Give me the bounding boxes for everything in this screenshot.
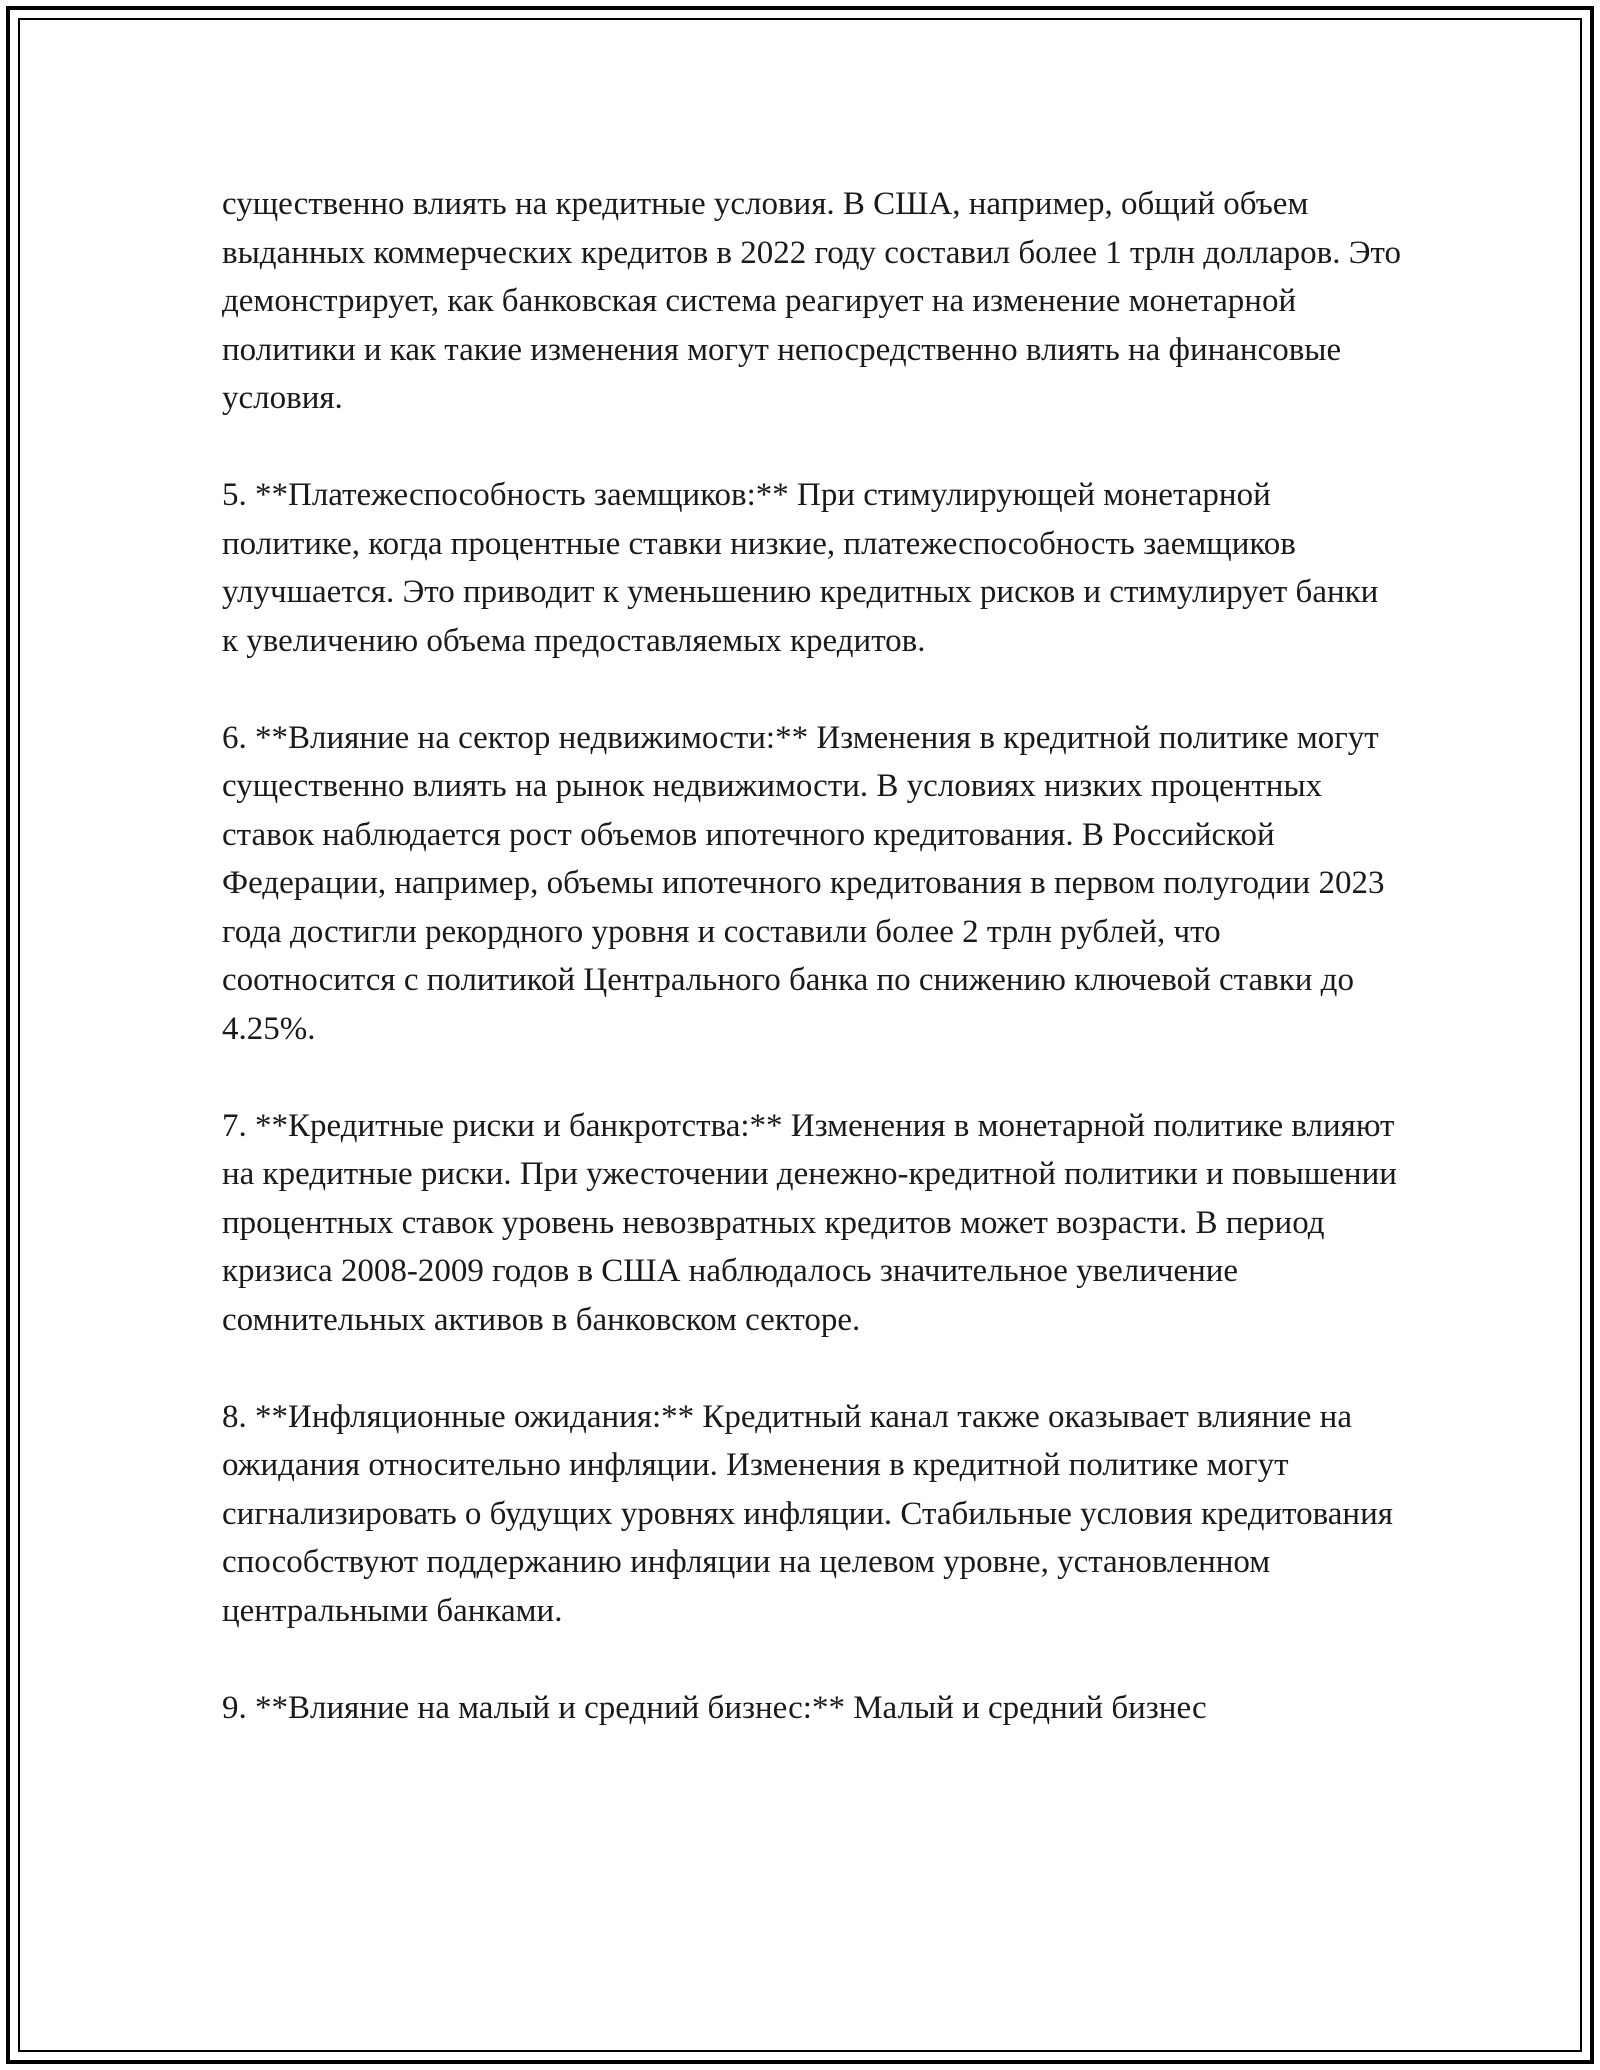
document-body <box>222 180 1402 1732</box>
paragraph-item-5: 5. **Платежеспособность заемщиков:** При стимулирующей монетарной политике, когда процентные ставки низкие, платежеспособность заемщиков улучшается. Это приводит к уменьшению кредитных рисков и стимулирует банки к увеличению объема предоставляемых кредитов. <box>222 477 1379 659</box>
paragraph-continuation: существенно влиять на кредитные условия. В США, например, общий объем выданных коммерческих кредитов в 2022 году составил более 1 трлн долларов. Это демонстрирует, как банковская система реагирует на изменение монетарной политики и как такие изменения могут непосредственно влиять на финансовые условия. <box>222 186 1402 416</box>
paragraph-item-6: 6. **Влияние на сектор недвижимости:** Изменения в кредитной политике могут существенно влиять на рынок недвижимости. В условиях низких процентных ставок наблюдается рост объемов ипотечного кредитования. В Российской Федерации, например, объемы ипотечного кредитования в первом полугодии 2023 года достигли рекордного уровня и составили более 2 трлн рублей, что соотносится с политикой Центрального банка по снижению ключевой ставки до 4.25%. <box>222 719 1385 1047</box>
paragraph-item-7: 7. **Кредитные риски и банкротства:** Изменения в монетарной политике влияют на кредитные риски. При ужесточении денежно-кредитной политики и повышении процентных ставок уровень невозвратных кредитов может возрасти. В период кризиса 2008-2009 годов в США наблюдалось значительное увеличение сомнительных активов в банковском секторе. <box>222 1107 1397 1338</box>
paragraph-item-9: 9. **Влияние на малый и средний бизнес:** Малый и средний бизнес <box>222 1689 1207 1726</box>
paragraph-item-8: 8. **Инфляционные ожидания:** Кредитный канал также оказывает влияние на ожидания относительно инфляции. Изменения в кредитной политике могут сигнализировать о будущих уровнях инфляции. Стабильные условия кредитования способствуют поддержанию инфляции на целевом уровне, установленном центральными банками. <box>222 1398 1393 1629</box>
